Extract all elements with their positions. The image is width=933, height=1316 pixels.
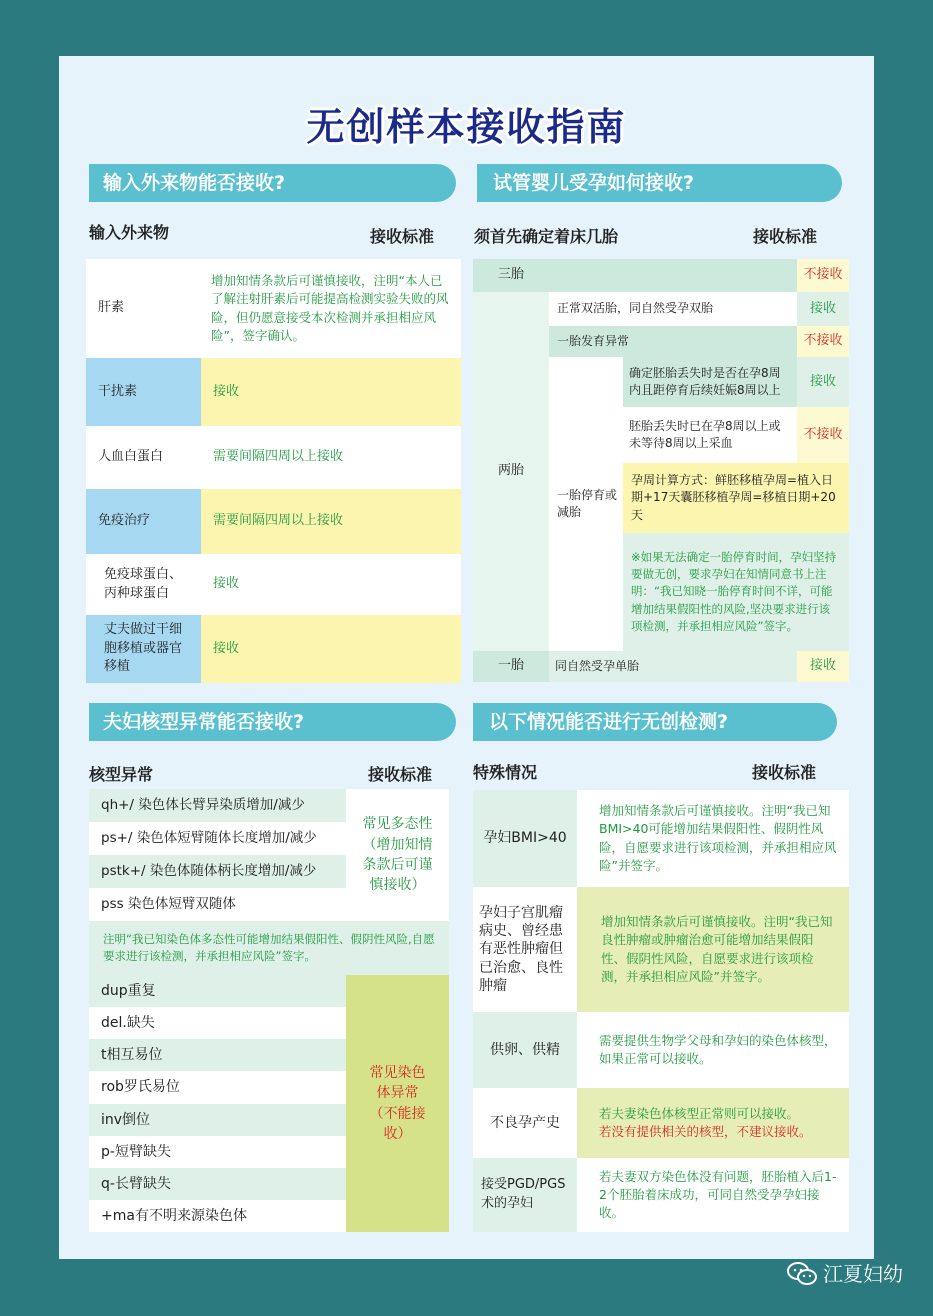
s1-item: 丈夫做过干细胞移植或器官移植 <box>86 615 201 683</box>
brand-name: 江夏妇幼 <box>823 1262 903 1286</box>
s2-twin-abnormal-standard: 不接收 <box>797 326 849 357</box>
s4-col-standard: 接收标准 <box>752 763 817 782</box>
s4-item: 接受PGD/PGS术的孕妇 <box>473 1158 577 1232</box>
s2-twin-normal: 正常双活胎，同自然受孕双胎 <box>549 292 797 326</box>
s3-abn-item: rob罗氏易位 <box>89 1071 346 1104</box>
brand-logo <box>787 1258 903 1287</box>
s2-triplet-standard: 不接收 <box>797 259 849 292</box>
s3-abn-item: inv倒位 <box>89 1104 346 1136</box>
s3-poly-item: pstk+/ 染色体随体柄长度增加/减少 <box>89 855 346 888</box>
s2-stop-a-standard: 接收 <box>797 357 849 407</box>
s2-triplet: 三胎 <box>473 259 549 292</box>
s3-poly-item: pss 染色体短臂双随体 <box>89 888 346 921</box>
s1-item: 免疫球蛋白、丙种球蛋白 <box>86 554 201 615</box>
s3-abn-item: q-长臂缺失 <box>89 1168 346 1200</box>
section-heading-foreign-substance: 输入外来物能否接收? <box>89 164 456 202</box>
s1-item: 人血白蛋白 <box>86 426 201 489</box>
s3-poly-note: 注明“我已知染色体多态性可能增加结果假阳性、假阴性风险,自愿要求进行该检测，并承担相应风险”签字。 <box>89 921 449 975</box>
s3-poly-item: ps+/ 染色体短臂随体长度增加/减少 <box>89 822 346 855</box>
s2-stop-a: 确定胚胎丢失时是否在孕8周内且距停育后续妊娠8周以上 <box>623 357 797 407</box>
s2-col-item: 须首先确定着床几胎 <box>474 227 619 246</box>
section-heading-ivf: 试管婴儿受孕如何接收? <box>477 164 842 202</box>
s2-triplet-desc <box>549 259 797 292</box>
s4-item: 孕妇子宫肌瘤病史、曾经患有恶性肿瘤但已治愈、良性肿瘤 <box>473 887 577 1012</box>
s3-poly-standard: 常见多态性（增加知情条款后可谨慎接收） <box>346 789 449 921</box>
s3-poly-item: qh+/ 染色体长臂异染质增加/减少 <box>89 789 346 822</box>
s2-twin-normal-standard: 接收 <box>797 292 849 326</box>
page-title: 无创样本接收指南 <box>306 105 627 149</box>
s1-standard: 接收 <box>201 554 461 615</box>
s2-note: ※如果无法确定一胎停育时间，孕妇坚持要做无创，要求孕妇在知情同意书上注明：“我已知晓一胎停育时间不详，可能增加结果假阳性的风险,坚决要求进行该项检测，并承担相应风险”签字。 <box>623 533 849 651</box>
s1-standard: 增加知情条款后可谨慎接收，注明“本人已了解注射肝素后可能提高检测实验失败的风险，但仍愿意接受本次检测并承担相应风险”，签字确认。 <box>201 259 461 358</box>
s1-standard: 接收 <box>201 358 461 426</box>
s1-item: 干扰素 <box>86 358 201 426</box>
s4-standard-reject: 若没有提供相关的核型，不建议接收。 <box>599 1124 812 1139</box>
s2-col-standard: 接收标准 <box>753 227 818 246</box>
s4-standard-accept: 若夫妻染色体核型正常则可以接收。 <box>599 1105 800 1121</box>
s4-standard: 增加知情条款后可谨慎接收。注明“我已知BMI>40可能增加结果假阳性、假阴性风险，自愿要求进行该项检测，并承担相应风险”并签字。 <box>577 790 849 887</box>
s4-standard: 需要提供生物学父母和孕妇的染色体核型，如果正常可以接收。 <box>577 1012 849 1088</box>
s1-standard: 接收 <box>201 615 461 683</box>
s4-col-item: 特殊情况 <box>473 763 538 782</box>
s4-standard <box>577 1088 849 1158</box>
s2-single-standard: 接收 <box>797 651 849 682</box>
s2-stop-b: 胚胎丢失时已在孕8周以上或未等待8周以上采血 <box>623 407 797 463</box>
s2-single: 一胎 <box>473 651 549 682</box>
section-heading-special-cases: 以下情况能否进行无创检测? <box>473 703 837 741</box>
s2-stop-b-standard: 不接收 <box>797 407 849 463</box>
s3-abn-item: +ma有不明来源染色体 <box>89 1200 346 1232</box>
s3-abn-item: dup重复 <box>89 975 346 1007</box>
s3-abn-item: del.缺失 <box>89 1007 346 1039</box>
s4-item: 供卵、供精 <box>473 1012 577 1088</box>
s3-abn-standard: 常见染色体异常（不能接收） <box>346 975 449 1232</box>
s2-single-desc: 同自然受孕单胎 <box>549 651 797 682</box>
s4-standard: 增加知情条款后可谨慎接收。注明“我已知良性肿瘤或肿瘤治愈可能增加结果假阳性、假阴性风险，自愿要求进行该项检测，并承担相应风险”并签字。 <box>577 887 849 1012</box>
s1-item: 免疫治疗 <box>86 489 201 554</box>
s1-standard: 需要间隔四周以上接收 <box>201 426 461 489</box>
s2-twins: 两胎 <box>473 292 549 651</box>
s3-abn-item: p-短臂缺失 <box>89 1136 346 1168</box>
section-heading-karyotype: 夫妇核型异常能否接收? <box>89 703 456 741</box>
s1-standard: 需要间隔四周以上接收 <box>201 489 461 554</box>
s4-item: 不良孕产史 <box>473 1088 577 1158</box>
wechat-icon <box>787 1262 817 1284</box>
s4-item: 孕妇BMI>40 <box>473 790 577 887</box>
s3-abn-item: t相互易位 <box>89 1039 346 1071</box>
s2-calc-method: 孕周计算方式：鲜胚移植孕周=植入日期+17天囊胚移植孕周=移植日期+20天 <box>623 463 849 533</box>
s1-col-item: 输入外来物 <box>89 223 170 242</box>
s3-col-standard: 接收标准 <box>368 765 433 784</box>
s3-col-item: 核型异常 <box>89 765 154 784</box>
s4-standard: 若夫妻双方染色体没有问题，胚胎植入后1-2个胚胎着床成功，可同自然受孕孕妇接收。 <box>577 1158 849 1232</box>
s1-item: 肝素 <box>86 259 201 358</box>
s1-col-standard: 接收标准 <box>370 227 435 246</box>
s2-twin-abnormal: 一胎发育异常 <box>549 326 797 357</box>
s2-twin-stop: 一胎停育或减胎 <box>549 357 623 651</box>
